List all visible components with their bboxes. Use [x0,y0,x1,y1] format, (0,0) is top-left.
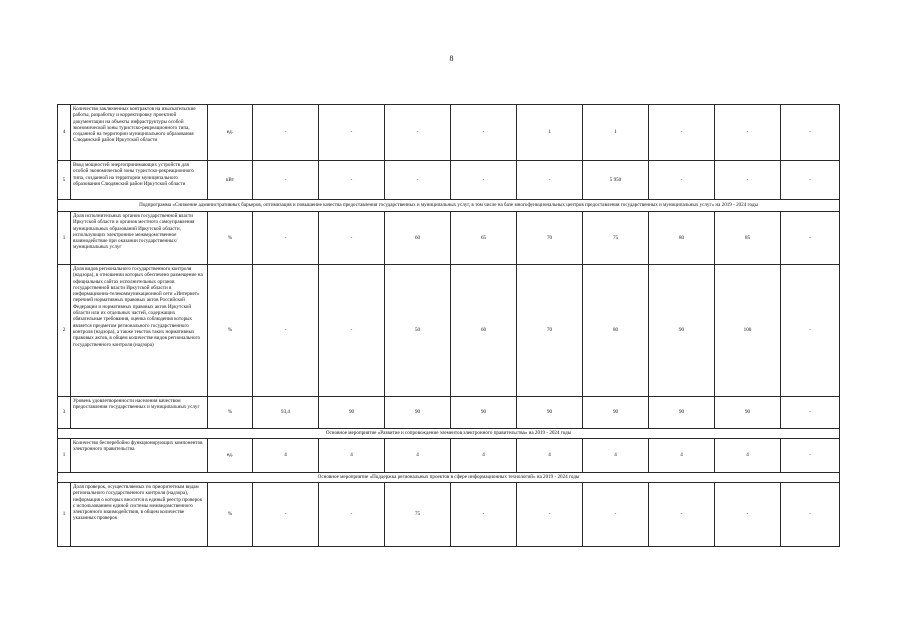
value-cell: - [253,161,319,200]
table-row [58,161,840,200]
section-title: Основное мероприятие «Поддержка региональных проектов в сфере информационных технологий» на 2019 - 2024 годы [58,473,840,483]
section-title: Подпрограмма «Снижение административных барьеров, оптимизация и повышение качества предоставления государственных и муниципальных услуг, в том числе на базе многофункциональных центров предоставления государственных и муниципальных услуг» на 2019 - 2024 годы [58,200,840,212]
value-cell: - [451,483,517,547]
table-row [58,265,840,397]
value-cell: 93,4 [253,397,319,429]
unit-cell: % [208,483,253,547]
table-row [58,397,840,429]
value-cell: - [319,212,385,265]
section-title: Основное мероприятие «Развитие и сопровождение элементов электронного правительства» на 2019 - 2024 годы [58,429,840,439]
value-cell: 4 [319,439,385,473]
value-cell: 4 [649,439,715,473]
unit-cell: ед. [208,439,253,473]
value-cell: 5 950 [583,161,649,200]
page-number: 8 [449,54,454,63]
value-cell: - [385,161,451,200]
value-cell: 4 [253,439,319,473]
value-cell: - [319,265,385,397]
value-cell: 4 [583,439,649,473]
value-cell: - [781,265,840,397]
value-cell: 100 [715,265,781,397]
value-cell: 70 [517,265,583,397]
value-cell: - [781,439,840,473]
row-number: 1 [58,483,71,547]
row-number: 4 [58,105,71,161]
indicator-description: Количество заключенных контрактов на изыскательские работы, разработку и корректировку проектной документации на объекты инфраструктуры особой экономической зоны туристско-рекреационного типа, созданной на территории муниципального образования Слюдянский район Иркутской области [71,105,208,161]
value-cell: - [319,483,385,547]
value-cell: - [715,483,781,547]
value-cell: - [253,265,319,397]
value-cell: - [451,105,517,161]
value-cell: - [649,161,715,200]
value-cell: - [781,212,840,265]
table-row [58,483,840,547]
value-cell: - [253,105,319,161]
value-cell: - [781,161,840,200]
indicator-description: Доля проверок, осуществляемых по приоритетным видам регионального государственного контроля (надзора), информация о которых вносится в единый реестр проверок с использованием единой системы межведомственного электронного взаимодействия, в общем количестве указанных проверок [71,483,208,547]
value-cell: 4 [385,439,451,473]
value-cell: - [781,397,840,429]
indicator-description: Уровень удовлетворенности населения качеством предоставления государственных и муниципальных услуг [71,397,208,429]
table-row [58,105,840,161]
value-cell: - [649,483,715,547]
value-cell: 90 [649,397,715,429]
value-cell: 80 [649,212,715,265]
section-header-row [58,429,840,439]
unit-cell: % [208,212,253,265]
unit-cell: ед. [208,105,253,161]
value-cell: - [451,161,517,200]
row-number: 3 [58,397,71,429]
value-cell: 4 [715,439,781,473]
row-number: 1 [58,439,71,473]
indicator-description: Ввод мощностей энергопринимающих устройств для особой экономической зоны туристско-рекреационного типа, созданной на территории муниципального образования Слюдянский район Иркутской области [71,161,208,200]
value-cell: - [253,483,319,547]
section-header-row [58,200,840,212]
table-row [58,212,840,265]
indicators-table [57,104,840,547]
value-cell: 60 [385,212,451,265]
value-cell: 90 [715,397,781,429]
unit-cell: % [208,265,253,397]
value-cell: - [319,161,385,200]
value-cell: - [517,161,583,200]
value-cell: 75 [583,212,649,265]
indicator-description: Доля исполнительных органов государственной власти Иркутской области и органов местного самоуправления муниципальных образований Иркутской области, использующих электронное межведомственное взаимодействие при оказании государственных/муниципальных услуг [71,212,208,265]
value-cell: 60 [451,265,517,397]
unit-cell: % [208,397,253,429]
value-cell: 4 [517,439,583,473]
value-cell: - [649,105,715,161]
value-cell: 1 [517,105,583,161]
row-number: 2 [58,265,71,397]
value-cell: 75 [385,483,451,547]
value-cell: - [319,105,385,161]
value-cell: 90 [649,265,715,397]
value-cell: 85 [715,212,781,265]
indicator-description: Количество бесперебойно функционирующих компонентов электронного правительства [71,439,208,473]
value-cell: 90 [319,397,385,429]
value-cell: 4 [451,439,517,473]
value-cell: - [715,161,781,200]
value-cell: - [253,212,319,265]
row-number: 1 [58,212,71,265]
indicator-description: Доля видов регионального государственного контроля (надзора), в отношении которых обеспечено размещение на официальных сайтах исполнительных органов государственной власти Иркутской области в информационно-телекоммуникационной сети «Интернет» перечней нормативных правовых актов Российской Федерации и нормативных правовых актов Иркутской области или их отдельных частей, содержащих обязательные требования, оценка соблюдения которых является предметом регионального государственного контроля (надзора), а также текстов таких нормативных правовых актов, в общем количестве видов регионального государственного контроля (надзора) [71,265,208,397]
value-cell: 90 [385,397,451,429]
value-cell: 65 [451,212,517,265]
value-cell: 90 [517,397,583,429]
row-number: 5 [58,161,71,200]
value-cell: - [517,483,583,547]
value-cell: 1 [583,105,649,161]
value-cell: 90 [451,397,517,429]
table-row [58,439,840,473]
value-cell: - [781,483,840,547]
value-cell: 80 [583,265,649,397]
section-header-row [58,473,840,483]
value-cell: 90 [583,397,649,429]
unit-cell: кВт [208,161,253,200]
value-cell: - [385,105,451,161]
value-cell: - [583,483,649,547]
value-cell: 70 [517,212,583,265]
value-cell: - [715,105,781,161]
value-cell: 50 [385,265,451,397]
value-cell: - [781,105,840,161]
